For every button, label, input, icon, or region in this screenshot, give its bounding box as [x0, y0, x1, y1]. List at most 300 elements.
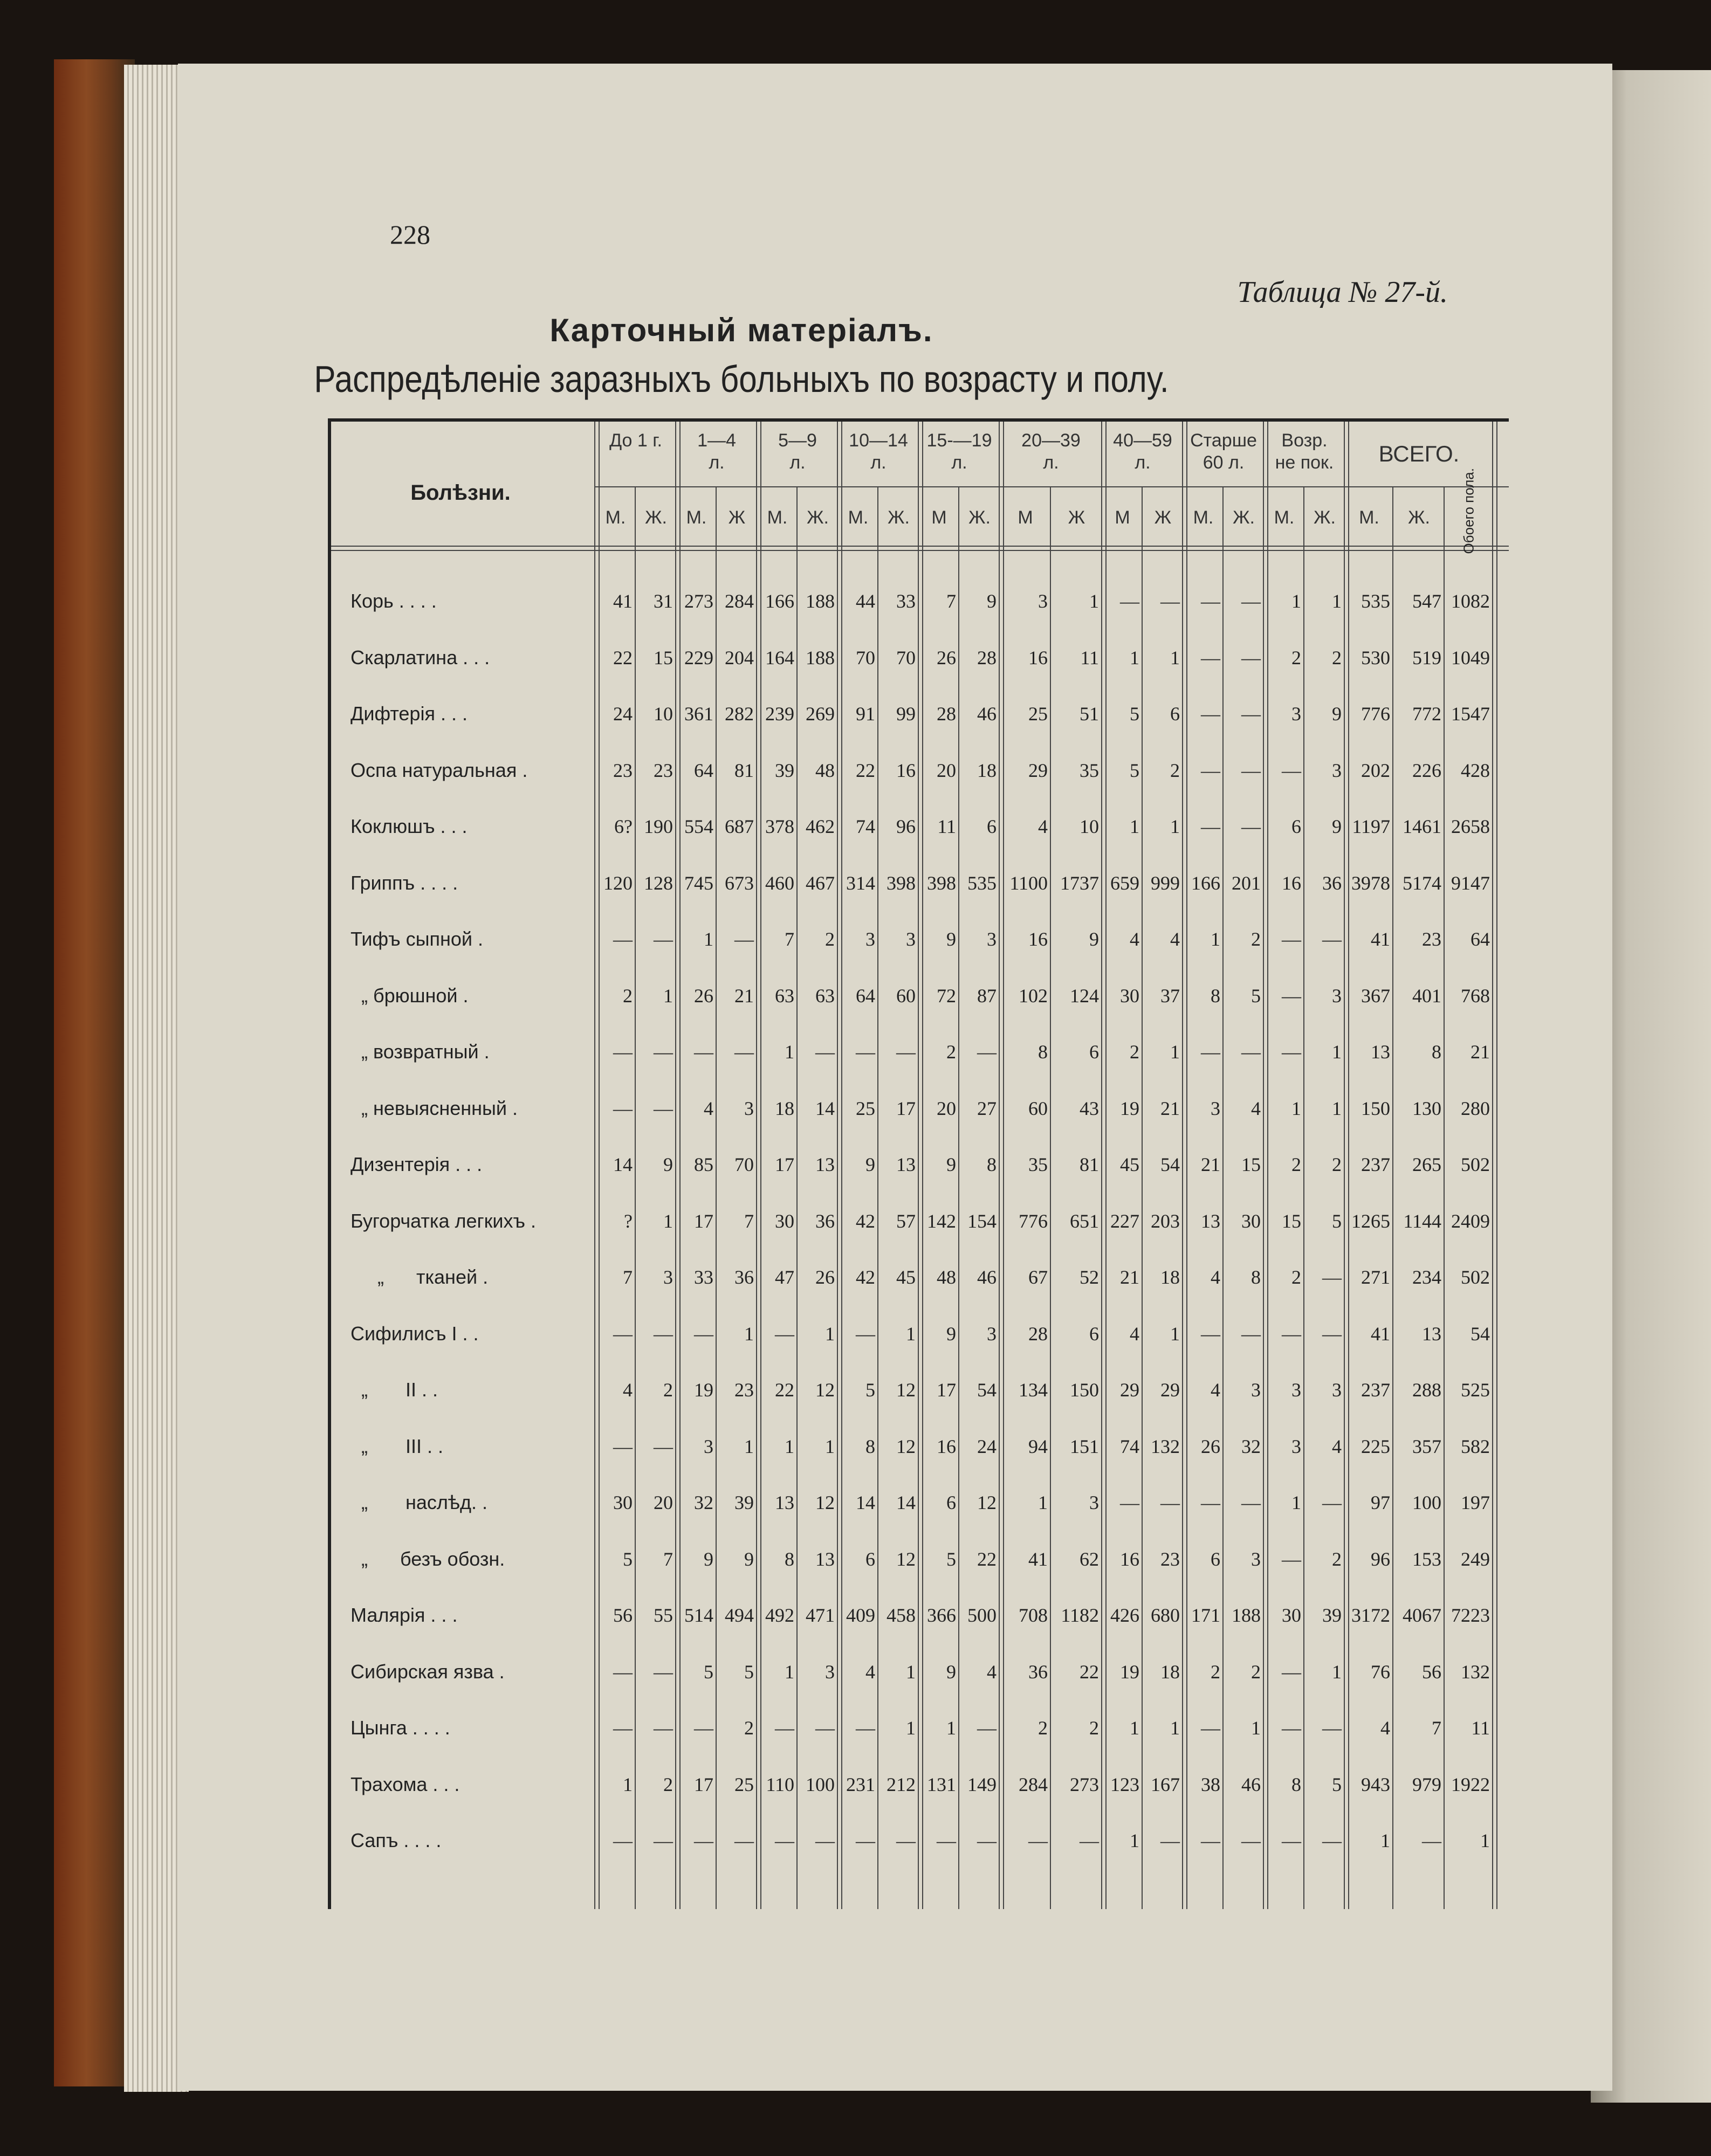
table-cell: 94 — [1028, 1435, 1048, 1457]
table-cell: 1 — [906, 1661, 916, 1683]
table-cell: 142 — [927, 1210, 956, 1232]
table-cell: 1082 — [1451, 590, 1490, 612]
table-cell: 4 — [623, 1379, 633, 1401]
sex-subheader: Ж. — [888, 507, 910, 528]
disease-name: „ III . . — [351, 1435, 444, 1457]
table-cell: 9 — [865, 1154, 875, 1175]
table-cell: — — [1201, 1322, 1220, 1345]
table-cell: 14 — [613, 1154, 633, 1175]
table-cell: 5 — [865, 1379, 875, 1401]
table-cell: 27 — [977, 1097, 997, 1119]
table-cell: 39 — [1322, 1604, 1342, 1626]
table-cell: 99 — [896, 703, 916, 725]
age-group-label: 10—14 — [849, 430, 908, 451]
table-cell: ? — [624, 1210, 633, 1232]
table-cell: 1547 — [1451, 703, 1490, 725]
table-cell: 999 — [1151, 872, 1180, 894]
table-cell: 43 — [1080, 1097, 1099, 1119]
table-cell: 2 — [946, 1041, 956, 1063]
table-cell: 128 — [644, 872, 673, 894]
table-cell: 9 — [946, 1661, 956, 1683]
table-cell: 237 — [1361, 1379, 1390, 1401]
sex-subheader: Ж. — [1314, 507, 1336, 528]
table-cell: — — [977, 1041, 997, 1063]
table-cell: — — [1201, 1830, 1220, 1851]
table-cell: 30 — [613, 1492, 633, 1513]
table-cell: 21 — [1120, 1266, 1139, 1288]
table-cell: 6 — [1089, 1322, 1099, 1345]
table-cell: — — [1201, 1492, 1220, 1513]
table-cell: 8 — [1291, 1773, 1301, 1795]
table-cell: 1 — [1130, 816, 1139, 837]
table-cell: 63 — [775, 984, 794, 1007]
table-cell: 20 — [937, 759, 956, 781]
table-cell: 3 — [1251, 1379, 1261, 1401]
table-cell: 1461 — [1403, 816, 1441, 837]
table-cell: 1 — [1170, 816, 1180, 837]
table-cell: 5 — [946, 1548, 956, 1570]
table-cell: 17 — [775, 1154, 794, 1175]
table-cell: 1 — [906, 1717, 916, 1739]
table-cell: 3 — [825, 1661, 835, 1683]
table-cell: 18 — [775, 1097, 794, 1119]
table-cell: 32 — [1241, 1435, 1261, 1457]
table-cell: 1 — [1332, 590, 1342, 612]
table-cell: 188 — [806, 590, 835, 612]
table-cell: 225 — [1361, 1435, 1390, 1457]
table-cell: 171 — [1191, 1604, 1220, 1626]
table-cell: 26 — [815, 1266, 835, 1288]
table-cell: 28 — [977, 646, 997, 669]
sex-subheader: Ж. — [807, 507, 829, 528]
table-cell: 8 — [1211, 984, 1220, 1007]
table-cell: 4 — [1211, 1379, 1220, 1401]
table-cell: 1 — [1251, 1717, 1261, 1739]
table-cell: 3 — [744, 1097, 754, 1119]
table-cell: 67 — [1028, 1266, 1048, 1288]
age-group-unit: л. — [870, 452, 887, 473]
table-cell: 680 — [1151, 1604, 1180, 1626]
table-cell: — — [1282, 1830, 1301, 1851]
table-cell: 428 — [1461, 759, 1490, 781]
table-cell: — — [856, 1041, 875, 1063]
disease-name: Сибирская язва . — [351, 1660, 505, 1683]
disease-name: Коклюшъ . . . — [351, 815, 468, 837]
table-cell: 2 — [1291, 1154, 1301, 1175]
table-cell: 8 — [1038, 1041, 1048, 1063]
table-cell: 19 — [1120, 1661, 1139, 1683]
table-cell: 7 — [1432, 1717, 1441, 1739]
table-cell: 492 — [765, 1604, 794, 1626]
table-cell: 494 — [725, 1604, 754, 1626]
table-cell: 212 — [887, 1773, 916, 1795]
table-cell: 249 — [1461, 1548, 1490, 1570]
table-cell: — — [654, 1041, 673, 1063]
table-cell: 91 — [856, 703, 875, 725]
table-cell: 41 — [1371, 1322, 1390, 1345]
table-row — [331, 579, 1512, 635]
table-cell: 9 — [1332, 816, 1342, 837]
table-cell: 13 — [815, 1548, 835, 1570]
table-cell: — — [694, 1830, 713, 1851]
table-cell: 12 — [977, 1492, 997, 1513]
table-row — [331, 1368, 1512, 1424]
table-cell: 57 — [896, 1210, 916, 1232]
table-cell: 2409 — [1451, 1210, 1490, 1232]
table-cell: 1 — [1211, 928, 1220, 950]
table-cell: 33 — [694, 1266, 713, 1288]
table-cell: 3172 — [1351, 1604, 1390, 1626]
table-cell: 6 — [1170, 703, 1180, 725]
table-cell: 33 — [896, 590, 916, 612]
table-cell: 409 — [846, 1604, 875, 1626]
table-cell: 398 — [887, 872, 916, 894]
table-cell: 3 — [1291, 1435, 1301, 1457]
table-cell: 1 — [744, 1322, 754, 1345]
table-cell: 460 — [765, 872, 794, 894]
table-cell: 188 — [1232, 1604, 1261, 1626]
table-cell: 3978 — [1351, 872, 1390, 894]
table-row — [331, 1142, 1512, 1198]
table-cell: 8 — [1251, 1266, 1261, 1288]
table-cell: 525 — [1461, 1379, 1490, 1401]
table-row — [331, 974, 1512, 1030]
table-cell: 132 — [1461, 1661, 1490, 1683]
disease-name: „ невыясненный . — [351, 1097, 518, 1119]
age-group-header — [676, 430, 757, 474]
table-cell: — — [1282, 1717, 1301, 1739]
table-cell: 3 — [1291, 703, 1301, 725]
table-row — [331, 1086, 1512, 1142]
table-cell: 17 — [896, 1097, 916, 1119]
table-cell: 26 — [694, 984, 713, 1007]
table-cell: 102 — [1019, 984, 1048, 1007]
table-cell: — — [1322, 1830, 1342, 1851]
table-row — [331, 1312, 1512, 1368]
table-cell: 401 — [1412, 984, 1441, 1007]
table-cell: 153 — [1412, 1548, 1441, 1570]
table-cell: 12 — [815, 1492, 835, 1513]
table-cell: — — [654, 1830, 673, 1851]
table-cell: 7223 — [1451, 1604, 1490, 1626]
table-row — [331, 1819, 1512, 1875]
table-cell: 37 — [1160, 984, 1180, 1007]
table-cell: 6 — [946, 1492, 956, 1513]
disease-name: „ возвратный . — [351, 1041, 490, 1063]
table-cell: 30 — [1120, 984, 1139, 1007]
table-cell: 687 — [725, 816, 754, 837]
table-cell: 9 — [946, 1322, 956, 1345]
table-cell: 514 — [684, 1604, 713, 1626]
table-cell: 745 — [684, 872, 713, 894]
table-cell: 54 — [1471, 1322, 1490, 1345]
table-cell: 535 — [1361, 590, 1390, 612]
table-cell: 4 — [1211, 1266, 1220, 1288]
table-row — [331, 1255, 1512, 1311]
table-cell: 45 — [896, 1266, 916, 1288]
table-cell: — — [1282, 1661, 1301, 1683]
table-row — [331, 1480, 1512, 1537]
table-cell: — — [1322, 1322, 1342, 1345]
table-cell: 5174 — [1403, 872, 1441, 894]
table-cell: 21 — [1201, 1154, 1220, 1175]
table-cell: 2 — [1130, 1041, 1139, 1063]
age-group-label: До 1 г. — [609, 430, 662, 451]
table-cell: 1 — [704, 928, 713, 950]
table-cell: 229 — [684, 646, 713, 669]
table-cell: 502 — [1461, 1154, 1490, 1175]
table-cell: — — [1120, 590, 1139, 612]
sex-subheader: Ж — [728, 507, 746, 528]
table-cell: 2 — [663, 1379, 673, 1401]
table-cell: 502 — [1461, 1266, 1490, 1288]
sex-subheader: Обоего пола. — [1460, 468, 1477, 554]
table-cell: 16 — [1120, 1548, 1139, 1570]
table-cell: 64 — [1471, 928, 1490, 950]
table-cell: 22 — [775, 1379, 794, 1401]
table-cell: 22 — [856, 759, 875, 781]
table-cell: 4 — [987, 1661, 997, 1683]
table-cell: — — [734, 1830, 754, 1851]
table-cell: 45 — [1120, 1154, 1139, 1175]
table-cell: 426 — [1110, 1604, 1139, 1626]
table-cell: 31 — [654, 590, 673, 612]
table-cell: 11 — [937, 816, 956, 837]
table-cell: 60 — [896, 984, 916, 1007]
sex-subheader: Ж. — [968, 507, 991, 528]
table-row — [331, 861, 1512, 917]
age-group-label: Возр. — [1281, 430, 1328, 451]
table-cell: 52 — [1080, 1266, 1099, 1288]
table-cell: 2 — [1170, 759, 1180, 781]
table-cell: 54 — [977, 1379, 997, 1401]
table-cell: 56 — [1422, 1661, 1441, 1683]
table-cell: 226 — [1412, 759, 1441, 781]
table-cell: 19 — [1120, 1097, 1139, 1119]
disease-name: Тифъ сыпной . — [351, 928, 484, 950]
table-cell: 3 — [663, 1266, 673, 1288]
table-cell: 100 — [806, 1773, 835, 1795]
table-cell: 12 — [896, 1548, 916, 1570]
table-cell: — — [654, 1097, 673, 1119]
table-cell: — — [815, 1041, 835, 1063]
table-cell: — — [1282, 1041, 1301, 1063]
table-cell: 26 — [937, 646, 956, 669]
age-group-header — [838, 430, 919, 474]
table-cell: 29 — [1120, 1379, 1139, 1401]
table-cell: — — [775, 1322, 794, 1345]
table-cell: 367 — [1361, 984, 1390, 1007]
table-cell: — — [1241, 1322, 1261, 1345]
table-cell: — — [1241, 1041, 1261, 1063]
table-cell: 74 — [856, 816, 875, 837]
table-cell: 81 — [1080, 1154, 1099, 1175]
age-group-header — [1264, 430, 1345, 474]
table-row — [331, 1199, 1512, 1255]
table-cell: 361 — [684, 703, 713, 725]
table-cell: 30 — [1282, 1604, 1301, 1626]
table-cell: 13 — [1371, 1041, 1390, 1063]
header-rule — [331, 546, 1509, 547]
table-cell: 1922 — [1451, 1773, 1490, 1795]
table-cell: — — [1201, 646, 1220, 669]
table-cell: — — [613, 928, 633, 950]
age-group-header — [1183, 430, 1264, 474]
table-cell: — — [613, 1097, 633, 1119]
table-cell: 1 — [825, 1435, 835, 1457]
age-group-header — [1000, 430, 1102, 474]
table-cell: 7 — [946, 590, 956, 612]
table-cell: — — [896, 1041, 916, 1063]
table-cell: 28 — [1028, 1322, 1048, 1345]
table-cell: — — [1160, 1830, 1180, 1851]
table-cell: 16 — [1282, 872, 1301, 894]
table-cell: 72 — [937, 984, 956, 1007]
table-cell: 1 — [663, 984, 673, 1007]
table-cell: — — [1322, 1492, 1342, 1513]
table-row — [331, 1030, 1512, 1086]
table-cell: 24 — [613, 703, 633, 725]
table-cell: 1 — [1380, 1830, 1390, 1851]
table-cell: — — [1282, 759, 1301, 781]
table-cell: 23 — [613, 759, 633, 781]
age-group-label: 1—4 — [697, 430, 736, 451]
table-cell: 29 — [1160, 1379, 1180, 1401]
table-cell: 54 — [1160, 1154, 1180, 1175]
table-cell: 1 — [1130, 646, 1139, 669]
age-group-label: Старше — [1190, 430, 1257, 451]
age-group-label: 5—9 — [778, 430, 817, 451]
age-group-header — [757, 430, 838, 474]
table-cell: — — [1201, 590, 1220, 612]
table-cell: — — [1241, 759, 1261, 781]
table-cell: 15 — [1282, 1210, 1301, 1232]
table-cell: 10 — [1080, 816, 1099, 837]
sex-subheader: Ж. — [1233, 507, 1255, 528]
table-cell: 17 — [694, 1210, 713, 1232]
table-cell: 130 — [1412, 1097, 1441, 1119]
table-cell: — — [1201, 703, 1220, 725]
sex-subheader: М. — [1193, 507, 1214, 528]
book-page — [178, 64, 1612, 2091]
table-cell: 3 — [1332, 984, 1342, 1007]
table-cell: 46 — [977, 703, 997, 725]
table-cell: 398 — [927, 872, 956, 894]
table-cell: 28 — [937, 703, 956, 725]
table-cell: 3 — [1038, 590, 1048, 612]
table-cell: 4 — [1170, 928, 1180, 950]
table-cell: 3 — [1332, 1379, 1342, 1401]
table-cell: 20 — [937, 1097, 956, 1119]
table-cell: 1197 — [1352, 816, 1390, 837]
table-cell: 36 — [815, 1210, 835, 1232]
table-cell: 5 — [623, 1548, 633, 1570]
table-cell: 5 — [744, 1661, 754, 1683]
table-cell: 151 — [1070, 1435, 1099, 1457]
table-cell: — — [613, 1041, 633, 1063]
table-cell: 25 — [856, 1097, 875, 1119]
table-cell: — — [1241, 1830, 1261, 1851]
table-cell: 4 — [1332, 1435, 1342, 1457]
table-cell: — — [734, 928, 754, 950]
sex-subheader: Ж — [1154, 507, 1172, 528]
table-cell: 1 — [1038, 1492, 1048, 1513]
table-cell: 4 — [1130, 928, 1139, 950]
table-cell: 4 — [1038, 816, 1048, 837]
age-group-unit: л. — [1043, 452, 1059, 473]
sex-subheader: М — [1115, 507, 1130, 528]
table-cell: 6? — [614, 816, 633, 837]
table-cell: 42 — [856, 1266, 875, 1288]
table-cell: 1 — [1089, 590, 1099, 612]
table-cell: 239 — [765, 703, 794, 725]
table-cell: 3 — [1211, 1097, 1220, 1119]
disease-column-header: Болѣзни. — [410, 481, 511, 505]
table-cell: 1 — [1332, 1041, 1342, 1063]
age-group-header — [919, 430, 1000, 474]
table-cell: — — [1241, 703, 1261, 725]
table-cell: — — [1028, 1830, 1048, 1851]
table-cell: 9 — [1332, 703, 1342, 725]
table-cell: 659 — [1110, 872, 1139, 894]
table-cell: — — [856, 1830, 875, 1851]
table-cell: 25 — [1028, 703, 1048, 725]
table-cell: 9 — [704, 1548, 713, 1570]
table-row — [331, 1593, 1512, 1649]
table-cell: 8 — [865, 1435, 875, 1457]
table-cell: 1100 — [1009, 872, 1048, 894]
table-cell: — — [1201, 1041, 1220, 1063]
disease-name: Скарлатина . . . — [351, 646, 490, 669]
table-cell: 46 — [1241, 1773, 1261, 1795]
table-cell: 1 — [1332, 1661, 1342, 1683]
table-cell: 110 — [766, 1773, 794, 1795]
table-cell: 39 — [734, 1492, 754, 1513]
disease-name: Цынга . . . . — [351, 1717, 450, 1739]
table-cell: 1182 — [1061, 1604, 1099, 1626]
table-cell: 36 — [1028, 1661, 1048, 1683]
table-cell: — — [896, 1830, 916, 1851]
table-cell: 227 — [1110, 1210, 1139, 1232]
table-cell: 3 — [906, 928, 916, 950]
table-cell: 16 — [1028, 928, 1048, 950]
disease-name: Малярія . . . — [351, 1604, 458, 1626]
table-cell: — — [1201, 1717, 1220, 1739]
sex-subheader: М. — [686, 507, 707, 528]
table-cell: 1 — [1332, 1097, 1342, 1119]
table-cell: 314 — [846, 872, 875, 894]
table-cell: 96 — [896, 816, 916, 837]
age-group-unit: 60 л. — [1202, 452, 1245, 473]
table-cell: 44 — [856, 590, 875, 612]
table-cell: 231 — [846, 1773, 875, 1795]
table-cell: — — [1322, 928, 1342, 950]
table-cell: 149 — [967, 1773, 997, 1795]
table-cell: 282 — [725, 703, 754, 725]
table-cell: 197 — [1461, 1492, 1490, 1513]
table-cell: 8 — [785, 1548, 794, 1570]
table-cell: — — [654, 1322, 673, 1345]
table-cell: 10 — [654, 703, 673, 725]
table-cell: 1 — [906, 1322, 916, 1345]
age-group-header — [1102, 430, 1183, 474]
table-cell: 1 — [1170, 1322, 1180, 1345]
table-cell: 23 — [1422, 928, 1441, 950]
table-cell: 132 — [1151, 1435, 1180, 1457]
table-cell: 9 — [946, 1154, 956, 1175]
table-cell: 467 — [806, 872, 835, 894]
table-cell: 14 — [896, 1492, 916, 1513]
